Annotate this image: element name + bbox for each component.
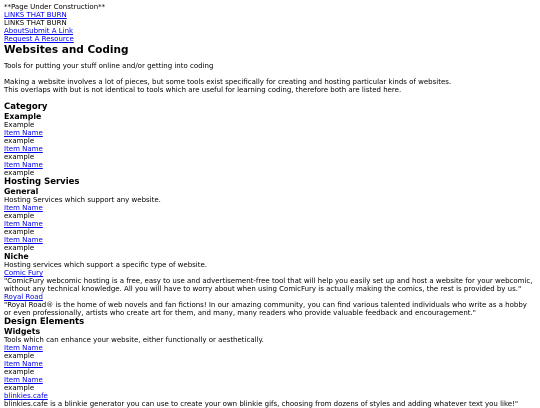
comic-fury-description: "ComicFury webcomic hosting is a free, easy to use and advertisement-free tool that will help you easily set up and host a website for your webcomic, without any technical knowledge. All you will have to worry about when using ComicFury is actually making the comics, the rest is provided by us." xyxy=(4,277,533,293)
nav-request-link[interactable]: Request A Resource xyxy=(4,35,74,43)
item-link[interactable]: Item Name xyxy=(4,236,43,244)
intro-text-2: This overlaps with but is not identical to tools which are useful for learning coding, therefore both are listed here. xyxy=(4,86,402,94)
niche-description: Hosting services which support a specific type of website. xyxy=(4,261,208,269)
construction-notice: **Page Under Construction** xyxy=(4,3,106,11)
hosting-section xyxy=(4,177,536,317)
item-link[interactable]: Item Name xyxy=(4,220,43,228)
item-description: example xyxy=(4,244,35,252)
design-section xyxy=(4,317,536,408)
example-text: Example xyxy=(4,121,35,129)
item-description: example xyxy=(4,352,35,360)
page-title: Websites and Coding xyxy=(4,44,129,56)
item-link[interactable]: Item Name xyxy=(4,204,43,212)
site-nav xyxy=(4,27,536,35)
item-description: example xyxy=(4,212,35,220)
nav-about-link[interactable]: About xyxy=(4,27,25,35)
comic-fury-link[interactable]: Comic Fury xyxy=(4,269,44,277)
hosting-heading: Hosting Servies xyxy=(4,177,80,187)
site-title: LINKS THAT BURN xyxy=(4,19,67,27)
general-heading: General xyxy=(4,187,39,196)
item-link[interactable]: Item Name xyxy=(4,376,43,384)
item-description: example xyxy=(4,384,35,392)
general-description: Hosting Services which support any website. xyxy=(4,196,161,204)
nav-submit-link[interactable]: Submit A Link xyxy=(24,27,74,35)
widgets-description: Tools which can enhance your website, either functionally or aesthetically. xyxy=(4,336,264,344)
page-subtitle: Tools for putting your stuff online and/or getting into coding xyxy=(4,62,214,70)
item-description: example xyxy=(4,368,35,376)
category-section xyxy=(4,102,536,177)
example-heading: Example xyxy=(4,112,42,121)
design-heading: Design Elements xyxy=(4,317,85,327)
blinkies-cafe-description: blinkies.cafe is a blinkie generator you can use to create your own blinkie gifs, choosing from dozens of styles and adding whatever text you like!" xyxy=(4,400,519,408)
royal-road-description: "Royal Road® is the home of web novels and fan fictions! In our amazing community, you can find various talented individuals who write as a hobby or even professionally, artists who create art for them, and many, many readers who provide valuable feedback and encouragement." xyxy=(4,301,527,317)
category-heading: Category xyxy=(4,102,48,112)
item-link[interactable]: Item Name xyxy=(4,129,43,137)
item-link[interactable]: Item Name xyxy=(4,161,43,169)
item-link[interactable]: Item Name xyxy=(4,360,43,368)
royal-road-link[interactable]: Royal Road xyxy=(4,293,43,301)
intro-text-1: Making a website involves a lot of pieces, but some tools exist specifically for creating and hosting particular kinds of websites. xyxy=(4,78,452,86)
item-link[interactable]: Item Name xyxy=(4,145,43,153)
niche-heading: Niche xyxy=(4,252,29,261)
widgets-heading: Widgets xyxy=(4,327,41,336)
site-home-link[interactable]: LINKS THAT BURN xyxy=(4,11,67,19)
item-description: example xyxy=(4,137,35,145)
item-link[interactable]: Item Name xyxy=(4,344,43,352)
blinkies-cafe-link[interactable]: blinkies.cafe xyxy=(4,392,48,400)
item-description: example xyxy=(4,228,35,236)
item-description: example xyxy=(4,153,35,161)
item-description: example xyxy=(4,169,35,177)
